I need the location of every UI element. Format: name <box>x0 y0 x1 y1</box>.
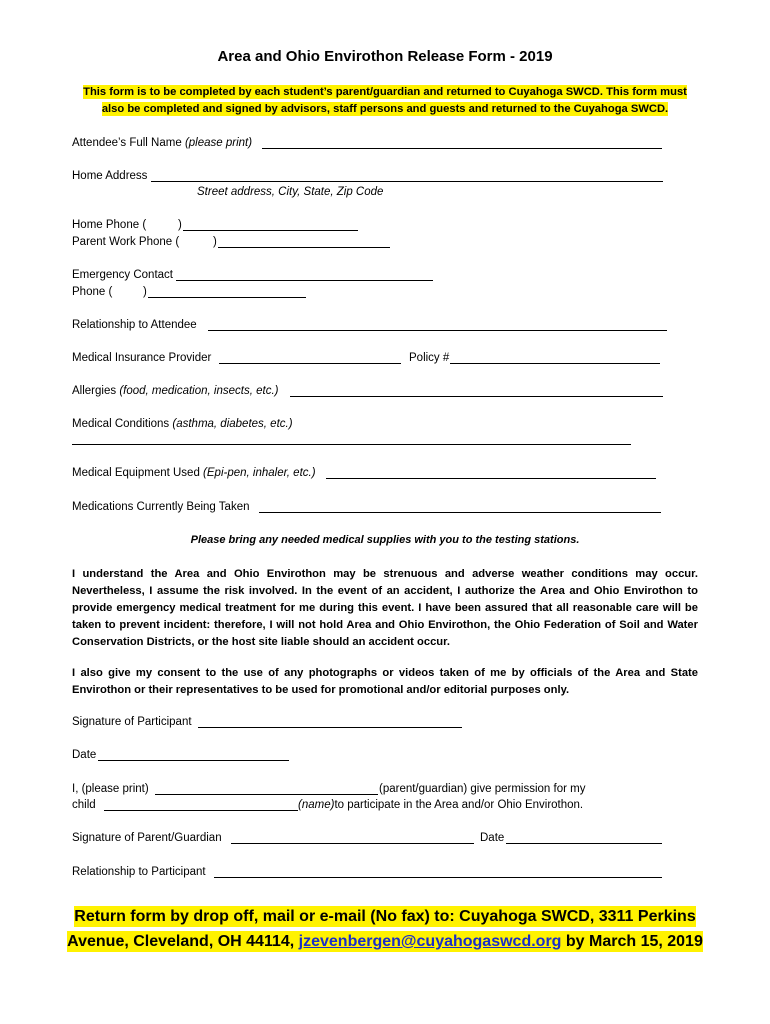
relationship-participant-field[interactable] <box>214 877 662 878</box>
medical-conditions-field[interactable] <box>72 444 631 445</box>
phone-field[interactable] <box>148 297 306 298</box>
guardian-print-name-field[interactable] <box>155 794 378 795</box>
intro-text: This form is to be completed by each student’s parent/guardian and returned to Cuyahoga SWCD. This form must also be completed and signed by advisors, staff persons and guests and returned to the Cuyahoga SWCD. <box>83 86 687 115</box>
medications-field[interactable] <box>259 512 661 513</box>
child-label: child <box>72 799 96 811</box>
medical-equipment-field[interactable] <box>326 478 656 479</box>
full-name-label: Attendee’s Full Name (please print) <box>72 137 253 149</box>
deadline-text: by March 15, 2019 <box>561 933 703 950</box>
guardian-signature-label: Signature of Parent/Guardian <box>72 832 222 844</box>
phone-label: Phone ( <box>72 286 113 298</box>
parent-work-phone-paren: ) <box>213 236 217 248</box>
intro-instructions <box>72 84 698 118</box>
print-name-label: I, (please print) <box>72 783 149 795</box>
give-permission-text: (parent/guardian) give permission for my <box>379 783 586 795</box>
insurance-label: Medical Insurance Provider <box>72 352 212 364</box>
full-name-field[interactable] <box>262 148 662 149</box>
date-label: Date <box>72 749 97 761</box>
form-title: Area and Ohio Envirothon Release Form - 2019 <box>217 48 553 65</box>
relationship-participant-label: Relationship to Participant <box>72 866 206 878</box>
emergency-contact-label: Emergency Contact <box>72 269 173 281</box>
return-text: Return form by drop off, mail or e-mail (No fax) to: Cuyahoga SWCD, 3311 Perkins Avenue, Cleveland, OH 44114, <box>67 908 696 950</box>
relationship-label: Relationship to Attendee <box>72 319 197 331</box>
medical-supplies-note: Please bring any needed medical supplies with you to the testing stations. <box>190 534 580 546</box>
medical-conditions-label: Medical Conditions (asthma, diabetes, etc.) <box>72 418 293 430</box>
email-link[interactable]: jzevenbergen@cuyahogaswcd.org <box>298 933 562 950</box>
child-name-participate: (name)to participate in the Area and/or Ohio Envirothon. <box>298 799 584 811</box>
phone-paren: ) <box>143 286 147 298</box>
return-instructions <box>60 904 710 954</box>
allergies-label: Allergies (food, medication, insects, etc.) <box>72 385 279 397</box>
relationship-field[interactable] <box>208 330 667 331</box>
liability-paragraph: I understand the Area and Ohio Envirothon may be strenuous and adverse weather conditions may occur. Nevertheless, I assume the risk involved. In the event of an accident, I authorize the Area and Ohio Envirothon to provide emergency medical treatment for me during this event. I have been assured that all reasonable care will be taken to prevent incident: therefore, I will not hold Area and Ohio Envirothon, the Ohio Federation of Soil and Water Conservation Districts, or the host site liable should an accident occur. <box>72 568 698 648</box>
emergency-contact-field[interactable] <box>176 280 433 281</box>
home-phone-field[interactable] <box>183 230 358 231</box>
address-hint: Street address, City, State, Zip Code <box>197 186 384 198</box>
home-address-label: Home Address <box>72 170 148 182</box>
participant-signature-field[interactable] <box>198 727 462 728</box>
policy-label: Policy # <box>409 352 450 364</box>
medical-equipment-label: Medical Equipment Used (Epi-pen, inhaler, etc.) <box>72 467 316 479</box>
parent-work-phone-label: Parent Work Phone ( <box>72 236 180 248</box>
home-address-field[interactable] <box>151 181 663 182</box>
date2-field[interactable] <box>506 843 662 844</box>
policy-field[interactable] <box>450 363 660 364</box>
home-phone-label: Home Phone ( <box>72 219 147 231</box>
consent-paragraph: I also give my consent to the use of any photographs or videos taken of me by officials of the Area and State Envirothon or their representatives to be used for promotional and/or editorial purposes only. <box>72 667 698 696</box>
parent-work-phone-field[interactable] <box>218 247 390 248</box>
medications-label: Medications Currently Being Taken <box>72 501 250 513</box>
insurance-field[interactable] <box>219 363 401 364</box>
home-phone-paren: ) <box>178 219 182 231</box>
guardian-signature-field[interactable] <box>231 843 474 844</box>
child-name-field[interactable] <box>104 810 298 811</box>
date2-label: Date <box>480 832 505 844</box>
participant-signature-label: Signature of Participant <box>72 716 192 728</box>
date-field[interactable] <box>98 760 289 761</box>
allergies-field[interactable] <box>290 396 663 397</box>
